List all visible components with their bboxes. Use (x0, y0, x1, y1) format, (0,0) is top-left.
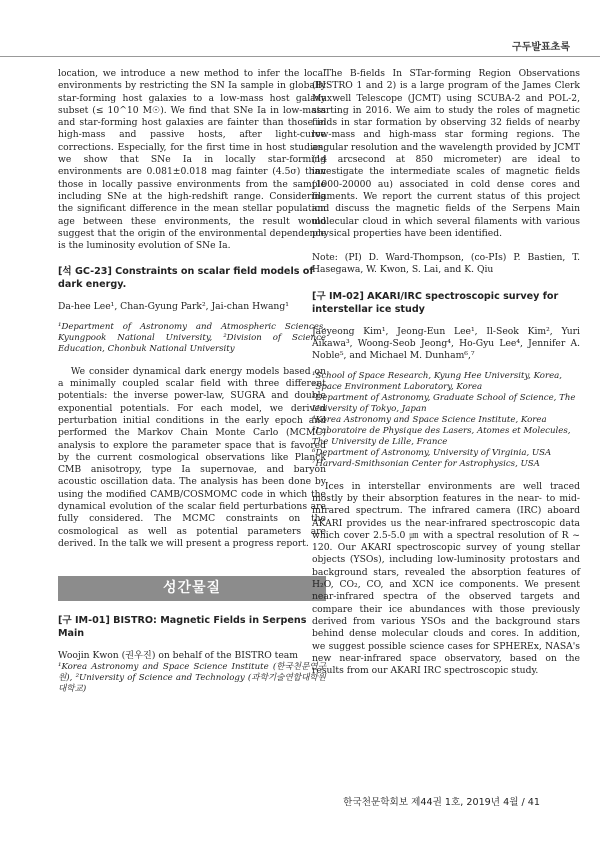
im01-note: Note: (PI) D. Ward-Thompson, (co-PIs) P. Bastien, T. Hasegawa, W. Kwon, S. Lai, and K. Qiu (312, 252, 580, 276)
gc23-title: [석 GC-23] Constraints on scalar field models of dark energy. (58, 266, 314, 291)
im02-authors: Jaeyeong Kim¹, Jeong-Eun Lee¹, Il-Seok Kim², Yuri Aikawa³, Woong-Seob Jeong⁴, Ho-Gyu Lee⁴, Jennifer A. Noble⁵, and Michael M. Dunham⁶,⁷ (312, 325, 580, 362)
im01-title: [구 IM-01] BISTRO: Magnetic Fields in Serpens Main (58, 614, 307, 639)
im02-affiliations (312, 371, 580, 470)
affiliation: ³Department of Astronomy, Graduate School of Science, The University of Tokyo, Japan (312, 392, 576, 414)
affiliation: ⁶Department of Astronomy, University of Virginia, USA (312, 447, 552, 458)
affiliation: ⁴Korea Astronomy and Space Science Institute, Korea (312, 414, 547, 425)
header-rule (0, 56, 600, 57)
running-header: 구두발표초록 (512, 42, 570, 53)
left-column (58, 68, 326, 706)
im01-abstract: The B-fields In STar-forming Region Observations (BISTRO 1 and 2) is a large program of the James Clerk Maxwell Telescope (JCMT) using SCUBA-2 and POL-2, starting in 2016. We aim to study the roles of magnetic fields in star formation by observing 32 fields of nearby low-mass and high-mass star forming regions. The angular resolution and the wavelength provided by JCMT (14 arcsecond at 850 micrometer) are ideal to investigate the intermediate scales of magnetic fields (1000-20000 au) associated in cold dense cores and filaments. We report the current status of this project and discuss the magnetic fields of the Serpens Main molecular cloud in which several filaments with various physical properties have been identified. (312, 68, 580, 239)
im02-abstract: Ices in interstellar environments are well traced mostly by their absorption features in the near- to mid-infrared spectrum. The infrared camera (IRC) aboard AKARI provides us the near-infrared spectroscopic data which cover 2.5-5.0 ㎛ with a spectral resolution of R ~ 120. Our AKARI spectroscopic survey of young stellar objects (YSOs), including low-luminosity protostars and background stars, revealed the absorption features of H₂O, CO₂, CO, and XCN ice components. We present near-infrared spectra of the observed targets and compare their ice abundances with those previously derived from various YSOs and the background stars behind dense molecular clouds and cores. In addition, we suggest possible science cases for SPHEREx, NASA's new near-infrared space observatory, based on the results from our AKARI IRC spectroscopic study. (312, 480, 580, 677)
gc23-abstract: We consider dynamical dark energy models based on a minimally coupled scalar field with three different potentials: the inverse power-law, SUGRA and double exponential potentials. For each model, we derived perturbation initial conditions in the early epoch and performed the Markov Chain Monte Carlo (MCMC) analysis to explore the parameter space that is favored by the current cosmological observations like Planck CMB anisotropy, type Ia supernovae, and baryon acoustic oscillation data. The analysis has been done by using the modified CAMB/COSMOMC code in which the dynamical evolution of the scalar field perturbations are fully considered. The MCMC constraints on the cosmological as well as potential parameters are derived. In the talk we will present a progress report. (58, 365, 326, 549)
im01-affiliations: ¹Korea Astronomy and Space Science Institute (한국천문연구원), ²University of Science and Technology (과학기술연합대학원대학교) (58, 661, 326, 694)
affiliation: ⁵Laboratoire de Physique des Lasers, Atomes et Molecules, The University de Lille, France (312, 425, 571, 447)
right-column (312, 68, 580, 677)
page-footer: 한국천문학회보 제44권 1호, 2019년 4월 / 41 (343, 797, 540, 808)
affiliation: ¹School of Space Research, Kyung Hee University, Korea, (312, 370, 563, 381)
affiliation: ²Space Environment Laboratory, Korea (312, 381, 483, 392)
im02-title: [구 IM-02] AKARI/IRC spectroscopic survey for interstellar ice study (312, 290, 559, 315)
section-banner: 성간물질 (58, 576, 326, 600)
im01-authors: Woojin Kwon (권우진) on behalf of the BISTRO team (58, 649, 298, 661)
abstract-continuation: location, we introduce a new method to infer the local environments by restricting the SN Ia sample in globally star-forming host galaxies to a low-mass host galaxy subset (≤ 10^10 M☉). We find that SNe Ia in low-mass and star-forming host galaxies are fainter than those in high-mass and passive hosts, after light-curve corrections. Especially, for the first time in host studies, we show that SNe Ia in locally star-forming environments are 0.081±0.018 mag fainter (4.5σ) than those in locally passive environments from the sample including SNe at the high-redshift range. Considering the significant difference in the mean stellar population age between these environments, the result would suggest that the origin of the environmental dependence is the luminosity evolution of SNe Ia. (58, 68, 326, 252)
gc23-authors: Da-hee Lee¹, Chan-Gyung Park², Jai-chan Hwang¹ (58, 301, 289, 313)
gc23-affiliations: ¹Department of Astronomy and Atmospheric Sciences, Kyungpook National University, ²Division of Science Education, Chonbuk National University (58, 321, 326, 354)
affiliation: ⁷Harvard-Smithsonian Center for Astrophysics, USA (312, 458, 540, 469)
